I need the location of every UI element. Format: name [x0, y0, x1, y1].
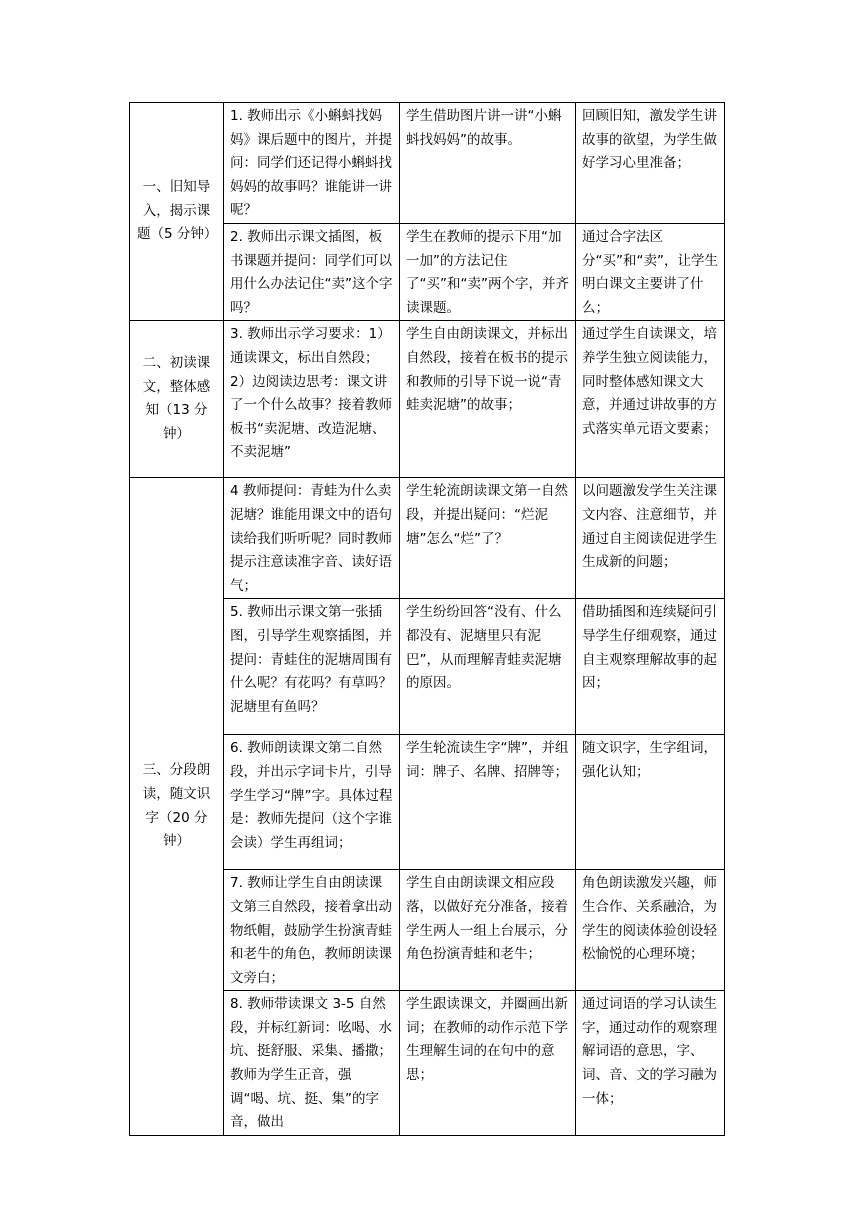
- teacher-activity-cell: 1. 教师出示《小蝌蚪找妈妈》课后题中的图片，并提问：同学们还记得小蝌蚪找妈妈的故事吗？谁能讲一讲呢？: [224, 103, 400, 224]
- student-activity-cell: 学生自由朗读课文，并标出自然段，接着在板书的提示和教师的引导下说一说“青蛙卖泥塘”的故事；: [400, 321, 576, 478]
- teacher-activity-cell: 3. 教师出示学习要求：1）通读课文，标出自然段； 2）边阅读边思考：课文讲了一个什么故事？接着教师板书“卖泥塘、改造泥塘、不卖泥塘”: [224, 321, 400, 478]
- student-activity-cell: 学生轮流读生字“牌”，并组词：牌子、名牌、招牌等；: [400, 735, 576, 870]
- design-intent-cell: 随文识字，生字组词，强化认知；: [576, 735, 725, 870]
- student-activity-cell: 学生跟读课文，并圈画出新词；在教师的动作示范下学生理解生词的在句中的意思；: [400, 991, 576, 1136]
- student-activity-cell: 学生轮流朗读课文第一自然段，并提出疑问：“烂泥塘”怎么“烂”了？: [400, 478, 576, 599]
- student-activity-cell: 学生在教师的提示下用“加一加”的方法记住了“买”和“卖”两个字，并齐读课题。: [400, 223, 576, 320]
- table-row: [130, 478, 725, 599]
- design-intent-cell: 角色朗读激发兴趣，师生合作、关系融洽，为学生的阅读体验创设轻松愉悦的心理环境；: [576, 870, 725, 991]
- design-intent-cell: 通过词语的学习认读生字，通过动作的观察理解词语的意思，字、词、音、文的学习融为一体；: [576, 991, 725, 1136]
- student-activity-cell: 学生借助图片讲一讲“小蝌蚪找妈妈”的故事。: [400, 103, 576, 224]
- teacher-activity-cell: 4 教师提问：青蛙为什么卖泥塘？谁能用课文中的语句读给我们听听呢？同时教师提示注意读准字音、读好语气；: [224, 478, 400, 599]
- student-activity-cell: 学生自由朗读课文相应段落，以做好充分准备，接着学生两人一组上台展示，分角色扮演青蛙和老牛；: [400, 870, 576, 991]
- teacher-activity-cell: 5. 教师出示课文第一张插图，引导学生观察插图，并提问：青蛙住的泥塘周围有什么呢？有花吗？有草吗？泥塘里有鱼吗？: [224, 599, 400, 735]
- stage-cell: 三、分段朗读，随文识字（20 分钟）: [130, 478, 224, 1136]
- design-intent-cell: 回顾旧知，激发学生讲故事的欲望，为学生做好学习心里准备；: [576, 103, 725, 224]
- teacher-activity-cell: 6. 教师朗读课文第二自然段，并出示字词卡片，引导学生学习“牌”字。具体过程是：教师先提问（这个字谁会读）学生再组词；: [224, 735, 400, 870]
- design-intent-cell: 通过合字法区分“买”和“卖”，让学生明白课文主要讲了什么；: [576, 223, 725, 320]
- design-intent-cell: 借助插图和连续疑问引导学生仔细观察，通过自主观察理解故事的起因；: [576, 599, 725, 735]
- design-intent-cell: 通过学生自读课文，培养学生独立阅读能力，同时整体感知课文大意，并通过讲故事的方式落实单元语文要素；: [576, 321, 725, 478]
- table-row: [130, 321, 725, 478]
- table-row: [130, 103, 725, 224]
- stage-cell: 一、旧知导入，揭示课题（5 分钟）: [130, 103, 224, 321]
- teacher-activity-cell: 2. 教师出示课文插图，板书课题并提问：同学们可以用什么办法记住“卖”这个字吗？: [224, 223, 400, 320]
- lesson-plan-table: [129, 102, 725, 1136]
- design-intent-cell: 以问题激发学生关注课文内容、注意细节，并通过自主阅读促进学生生成新的问题；: [576, 478, 725, 599]
- student-activity-cell: 学生纷纷回答“没有、什么都没有、泥塘里只有泥巴”，从而理解青蛙卖泥塘的原因。: [400, 599, 576, 735]
- stage-cell: 二、初读课文，整体感知（13 分钟）: [130, 321, 224, 478]
- teacher-activity-cell: 7. 教师让学生自由朗读课文第三自然段，接着拿出动物纸帽，鼓励学生扮演青蛙和老牛的角色，教师朗读课文旁白；: [224, 870, 400, 991]
- teacher-activity-cell: 8. 教师带读课文 3-5 自然段，并标红新词：吆喝、水坑、挺舒服、采集、播撒；教师为学生正音，强调“喝、坑、挺、集”的字音，做出: [224, 991, 400, 1136]
